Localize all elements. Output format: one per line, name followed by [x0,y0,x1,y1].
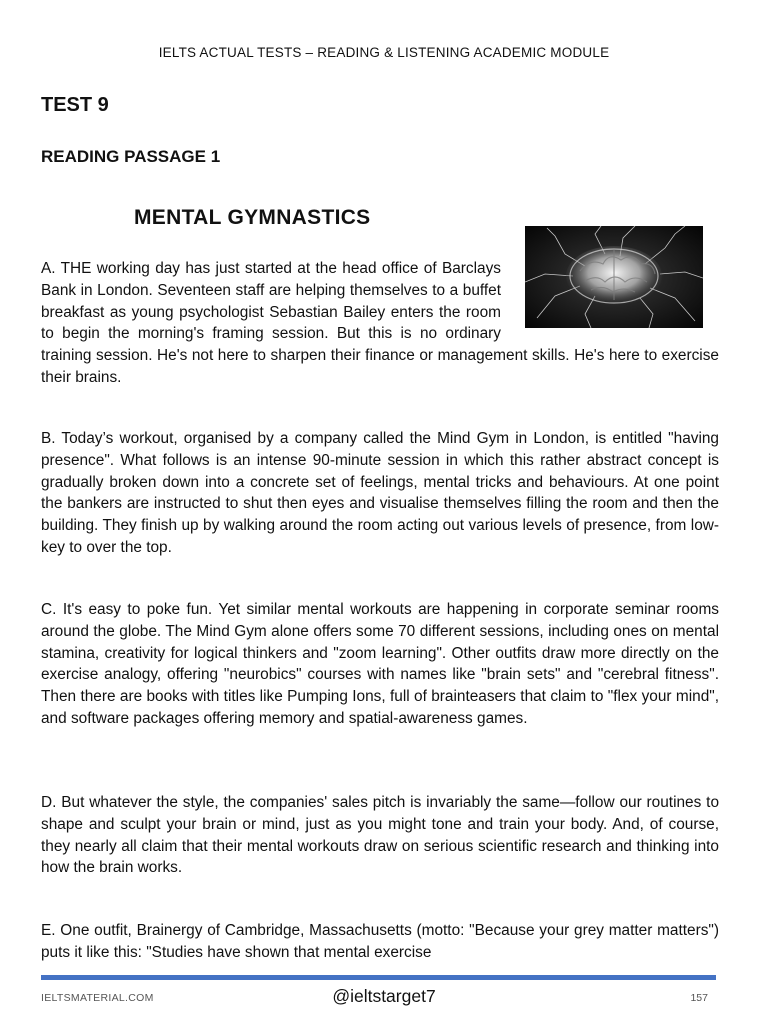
footer-site: IELTSMATERIAL.COM [41,992,154,1004]
page-number: 157 [690,992,708,1004]
paragraph-b: B. Today’s workout, organised by a company called the Mind Gym in London, is entitled "having presence". What follows is an intense 90-minute session in which this rather abstract concept is gradually broken down into a concrete set of feelings, mental tricks and behaviours. At one point the bankers are instructed to shut then eyes and visualise themselves filling the room and then the building. They finish up by walking around the room acting out various levels of presence, from low-key to over the top. [41,430,719,556]
paragraph-a-text: A. THE working day has just started at the head office of Barclays Bank in London. Seventeen staff are helping themselves to a buffet breakfast as young psychologist Sebastian Bailey enters the room to begin the morning's framing session. But this is no ordinary training session. He's not here to sharpen their finance or management skills. He's here to exercise their brains. [41,260,719,386]
paragraph-c: C. It's easy to poke fun. Yet similar mental workouts are happening in corporate seminar rooms around the globe. The Mind Gym alone offers some 70 different sessions, including ones on mental stamina, creativity for logical thinkers and "zoom learning". Other outfits draw more directly on the exercise analogy, offering "neurobics" courses with names like "brain sets" and "cerebral fitness". Then there are books with titles like Pumping Ions, full of brainteasers that claim to "flex your mind", and software packages offering memory and spatial-awareness games. [41,601,719,727]
paragraph-e: E. One outfit, Brainergy of Cambridge, Massachusetts (motto: "Because your grey matter matters") puts it like this: "Studies have shown that mental exercise [41,922,719,961]
footer-rule [41,975,716,980]
paragraph-a [41,258,719,389]
footer-handle: @ieltstarget7 [332,986,436,1006]
article-title: MENTAL GYMNASTICS [134,206,371,229]
passage-title: READING PASSAGE 1 [41,147,221,166]
image-wrap-space [501,258,719,344]
paragraph-d: D. But whatever the style, the companies' sales pitch is invariably the same—follow our routines to shape and sculpt your brain or mind, just as you might tone and train your body. And, of course, they nearly all claim that their mental workouts draw on serious scientific research and thinking into how the brain works. [41,794,719,877]
running-header: IELTS ACTUAL TESTS – READING & LISTENING ACADEMIC MODULE [158,45,610,60]
test-title: TEST 9 [41,94,109,116]
